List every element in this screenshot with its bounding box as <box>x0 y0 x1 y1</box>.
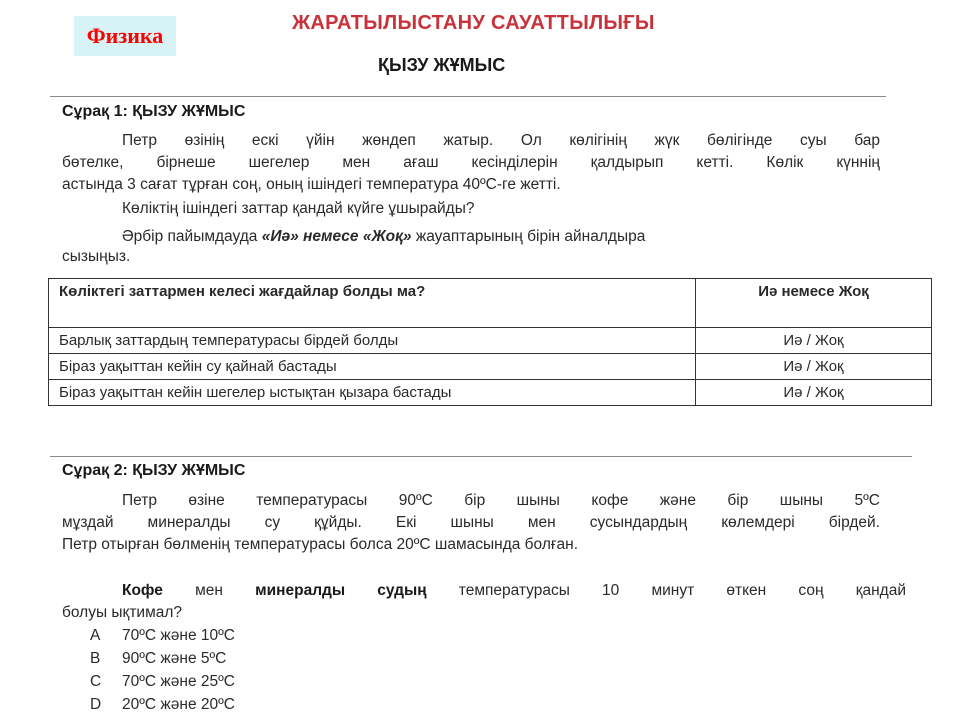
instruction-text: Әрбір пайымдауда <box>122 228 262 245</box>
section-title: ҚЫЗУ ЖҰМЫС <box>378 55 506 75</box>
question1-instruction <box>122 226 880 248</box>
divider-top <box>50 96 886 97</box>
instruction-text: жауаптарының бірін айналдыра <box>411 228 646 245</box>
table-row <box>49 380 932 406</box>
answer-choice-cell[interactable]: Иә / Жоқ <box>696 354 932 380</box>
answer-choice-cell[interactable]: Иә / Жоқ <box>696 380 932 406</box>
answer-option[interactable] <box>90 693 235 716</box>
question1-heading: Сұрақ 1: ҚЫЗУ ЖҰМЫС <box>62 103 246 120</box>
option-text: 70ºС және 10ºС <box>122 627 235 644</box>
question2-intro-line: Петр отырған бөлменің температурасы болса 20ºС шамасында болған. <box>62 536 579 553</box>
prompt-bold: минералды судың <box>255 582 427 599</box>
table-header-cell: Көліктегі заттармен келесі жағдайлар болды ма? <box>49 279 696 328</box>
table-header-row <box>49 279 932 328</box>
subject-badge: Физика <box>74 16 176 56</box>
option-text: 90ºС және 5ºС <box>122 650 227 667</box>
question2-prompt <box>62 580 906 624</box>
question2-prompt-line <box>62 580 906 602</box>
question2-heading: Сұрақ 2: ҚЫЗУ ЖҰМЫС <box>62 462 246 479</box>
table-row <box>49 354 932 380</box>
question2-intro-line: мұздай минералды су құйды. Екі шыны мен сусындардың көлемдері бірдей. <box>62 514 880 531</box>
table-header-cell: Иә немесе Жоқ <box>696 279 932 328</box>
divider-middle <box>50 456 912 457</box>
question1-intro-line: бөтелке, бірнеше шегелер мен ағаш кесінділерін қалдырып кетті. Көлік күннің <box>62 154 880 171</box>
option-letter: B <box>90 650 101 667</box>
answer-options <box>90 624 235 716</box>
option-letter: C <box>90 673 102 690</box>
option-text: 70ºС және 25ºС <box>122 673 235 690</box>
question1-intro-line: астында 3 сағат тұрған соң, оның ішіндегі температура 40ºС-ге жетті. <box>62 176 561 193</box>
yes-no-table <box>48 278 932 406</box>
answer-option[interactable] <box>90 670 235 693</box>
prompt-bold: Кофе <box>122 582 163 599</box>
document-title: ЖАРАТЫЛЫСТАНУ САУАТТЫЛЫҒЫ <box>292 12 655 34</box>
question1-intro <box>62 130 880 196</box>
question2-intro <box>62 490 880 556</box>
statement-cell: Біраз уақыттан кейін шегелер ыстықтан қызара бастады <box>49 380 696 406</box>
option-letter: D <box>90 696 102 713</box>
answer-option[interactable] <box>90 647 235 670</box>
statement-cell: Біраз уақыттан кейін су қайнай бастады <box>49 354 696 380</box>
question1-intro-line: Петр өзінің ескі үйін жөндеп жатыр. Ол көлігінің жүк бөлігінде суы бар <box>122 132 880 149</box>
option-letter: A <box>90 627 101 644</box>
question1-prompt: Көліктің ішіндегі заттар қандай күйге ұшырайды? <box>122 200 475 217</box>
instruction-emphasis: «Иә» немесе «Жоқ» <box>261 228 412 245</box>
answer-option[interactable] <box>90 624 235 647</box>
statement-cell: Барлық заттардың температурасы бірдей болды <box>49 328 696 354</box>
answer-choice-cell[interactable]: Иә / Жоқ <box>696 328 932 354</box>
option-text: 20ºС және 20ºС <box>122 696 235 713</box>
prompt-text: температурасы 10 минут өткен соң қандай <box>426 582 906 599</box>
table-row <box>49 328 932 354</box>
prompt-text: мен <box>162 582 256 599</box>
question1-instruction-line: сызыңыз. <box>62 248 131 265</box>
question2-intro-line: Петр өзіне температурасы 90ºС бір шыны кофе және бір шыны 5ºС <box>122 492 880 509</box>
question1-instruction-line <box>122 226 880 248</box>
question2-prompt-line: болуы ықтимал? <box>62 604 183 621</box>
